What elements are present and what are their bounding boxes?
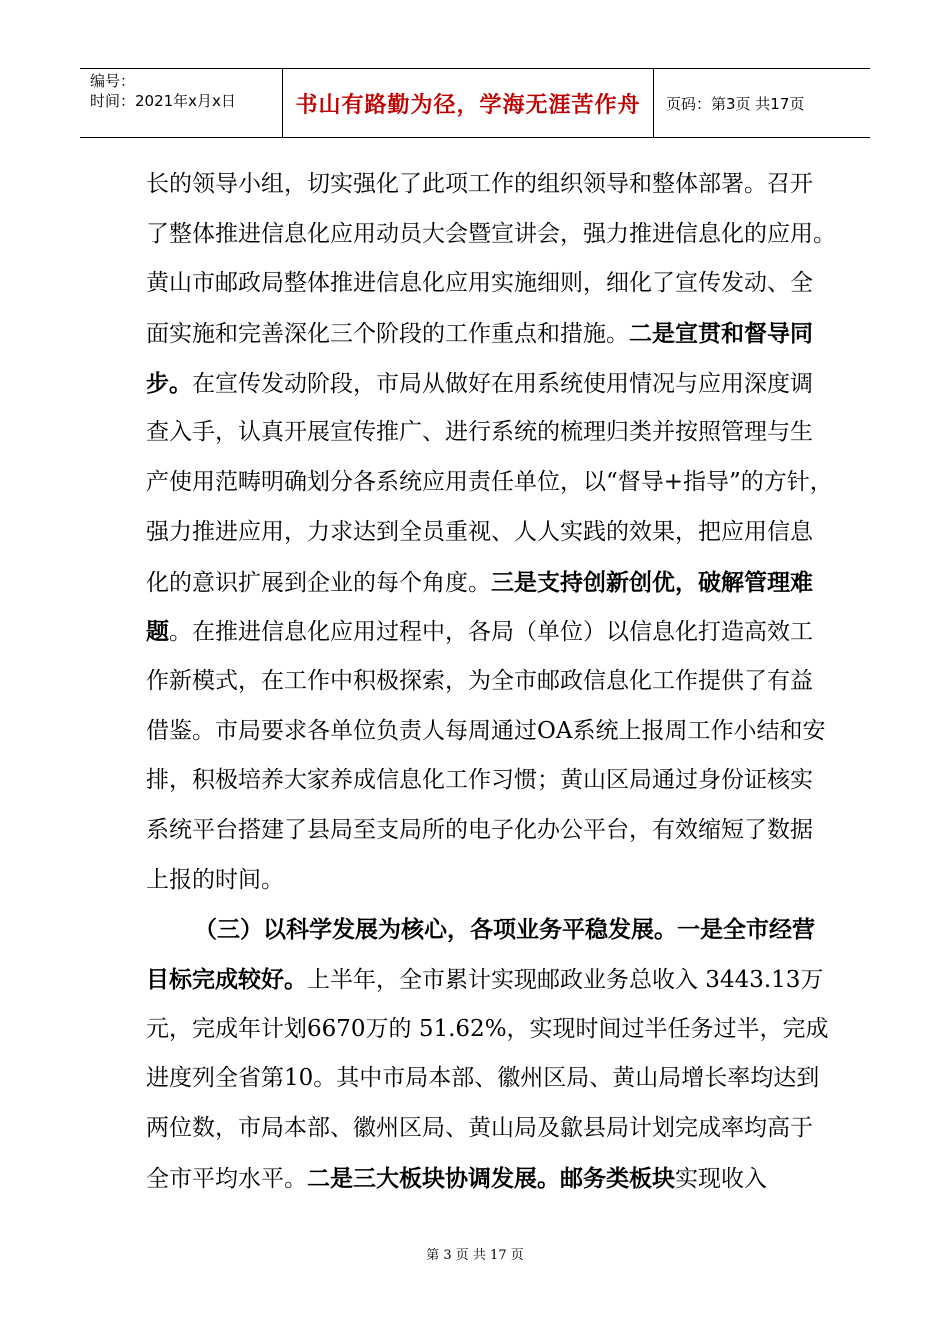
text-run: 面实施和完善深化三个阶段的工作重点和措施。 <box>146 321 629 348</box>
text-line <box>146 856 816 906</box>
text-run: 黄山市邮政局整体推进信息化应用实施细则，细化了宣传发动、全 <box>146 270 813 297</box>
bold-text: 题 <box>146 618 169 646</box>
bold-text: （三）以科学发展为核心，各项业务平稳发展。一是全市经营 <box>194 916 815 944</box>
text-run: 在宣传发动阶段，市局从做好在用系统使用情况与应用深度调 <box>192 370 813 397</box>
text-line <box>146 607 816 657</box>
text-line <box>146 955 824 1005</box>
motto: 书山有路勤为径，学海无涯苦作舟 <box>295 91 641 118</box>
text-run: 查入手，认真开展宣传推广、进行系统的梳理归类并按照管理与生 <box>146 419 813 446</box>
text-line <box>146 707 826 757</box>
page-footer <box>0 1244 950 1263</box>
text-run: 排，积极培养大家养成信息化工作习惯；黄山区局通过身份证核实 <box>146 767 813 794</box>
text-line <box>146 1005 829 1055</box>
text-line <box>146 210 836 260</box>
text-run: 系统平台搭建了县局至支局所的电子化办公平台，有效缩短了数据 <box>146 816 813 843</box>
text-run: 化的意识扩展到企业的每个角度。 <box>146 569 491 596</box>
text-line <box>146 806 816 856</box>
text-run: 上半年，全市累计实现邮政业务总收入 3443.13万 <box>307 967 824 993</box>
text-run: 了整体推进信息化应用动员大会暨宣讲会，强力推进信息化的应用。 <box>146 220 836 247</box>
bold-text: 步。 <box>146 369 192 397</box>
text-run: 进度列全省第10。其中市局本部、徽州区局、黄山局增长率均达到 <box>146 1065 820 1092</box>
text-line <box>146 1154 816 1204</box>
bold-text: 目标完成较好。 <box>146 966 307 993</box>
header-motto-cell <box>283 69 654 137</box>
text-line <box>146 160 816 210</box>
header-page-info <box>654 69 870 137</box>
text-run: 上报的时间。 <box>146 866 284 893</box>
number-label: 编号： <box>90 72 136 90</box>
header-meta <box>80 69 283 137</box>
text-line <box>146 458 833 508</box>
bold-text: 三是支持创新创优，破解管理难 <box>491 568 813 596</box>
document-body <box>146 160 836 1203</box>
text-run: 强力推进应用，力求达到全员重视、人人实践的效果，把应用信息 <box>146 518 813 545</box>
text-line <box>146 359 816 409</box>
text-line <box>146 508 816 558</box>
text-line <box>146 657 816 707</box>
text-line <box>146 1104 816 1154</box>
text-line <box>146 1054 820 1104</box>
bold-text: 二是宣贯和督导同 <box>629 320 813 348</box>
text-run: 产使用范畴明确划分各系统应用责任单位，以“督导+指导”的方针， <box>146 469 833 496</box>
bold-text: 二是三大板块协调发展。邮务类板块 <box>307 1164 675 1192</box>
text-run: 作新模式，在工作中积极探索，为全市邮政信息化工作提供了有益 <box>146 667 813 694</box>
text-run: 长的领导小组，切实强化了此项工作的组织领导和整体部署。召开 <box>146 171 813 197</box>
text-line <box>146 259 816 309</box>
text-line <box>146 756 816 806</box>
text-line <box>146 408 816 458</box>
text-run: 两位数，市局本部、徽州区局、黄山局及歙县局计划完成率均高于 <box>146 1115 813 1142</box>
text-line <box>146 309 816 359</box>
text-run: 。在推进信息化应用过程中，各局（单位）以信息化打造高效工 <box>169 619 813 646</box>
time-label: 时间：2021年x月x日 <box>90 92 236 110</box>
page-header <box>80 68 870 138</box>
text-line <box>146 905 816 955</box>
footer-page-number: 第 3 页 共 17 页 <box>426 1248 524 1263</box>
text-run: 元，完成年计划6670万的 51.62%，实现时间过半任务过半，完成 <box>146 1015 829 1042</box>
text-run: 全市平均水平。 <box>146 1165 307 1192</box>
text-run: 实现收入 <box>675 1165 767 1192</box>
text-line <box>146 558 816 608</box>
page-info: 页码：第3页 共17页 <box>666 94 805 113</box>
text-run: 借鉴。市局要求各单位负责人每周通过OA系统上报周工作小结和安 <box>146 717 826 744</box>
